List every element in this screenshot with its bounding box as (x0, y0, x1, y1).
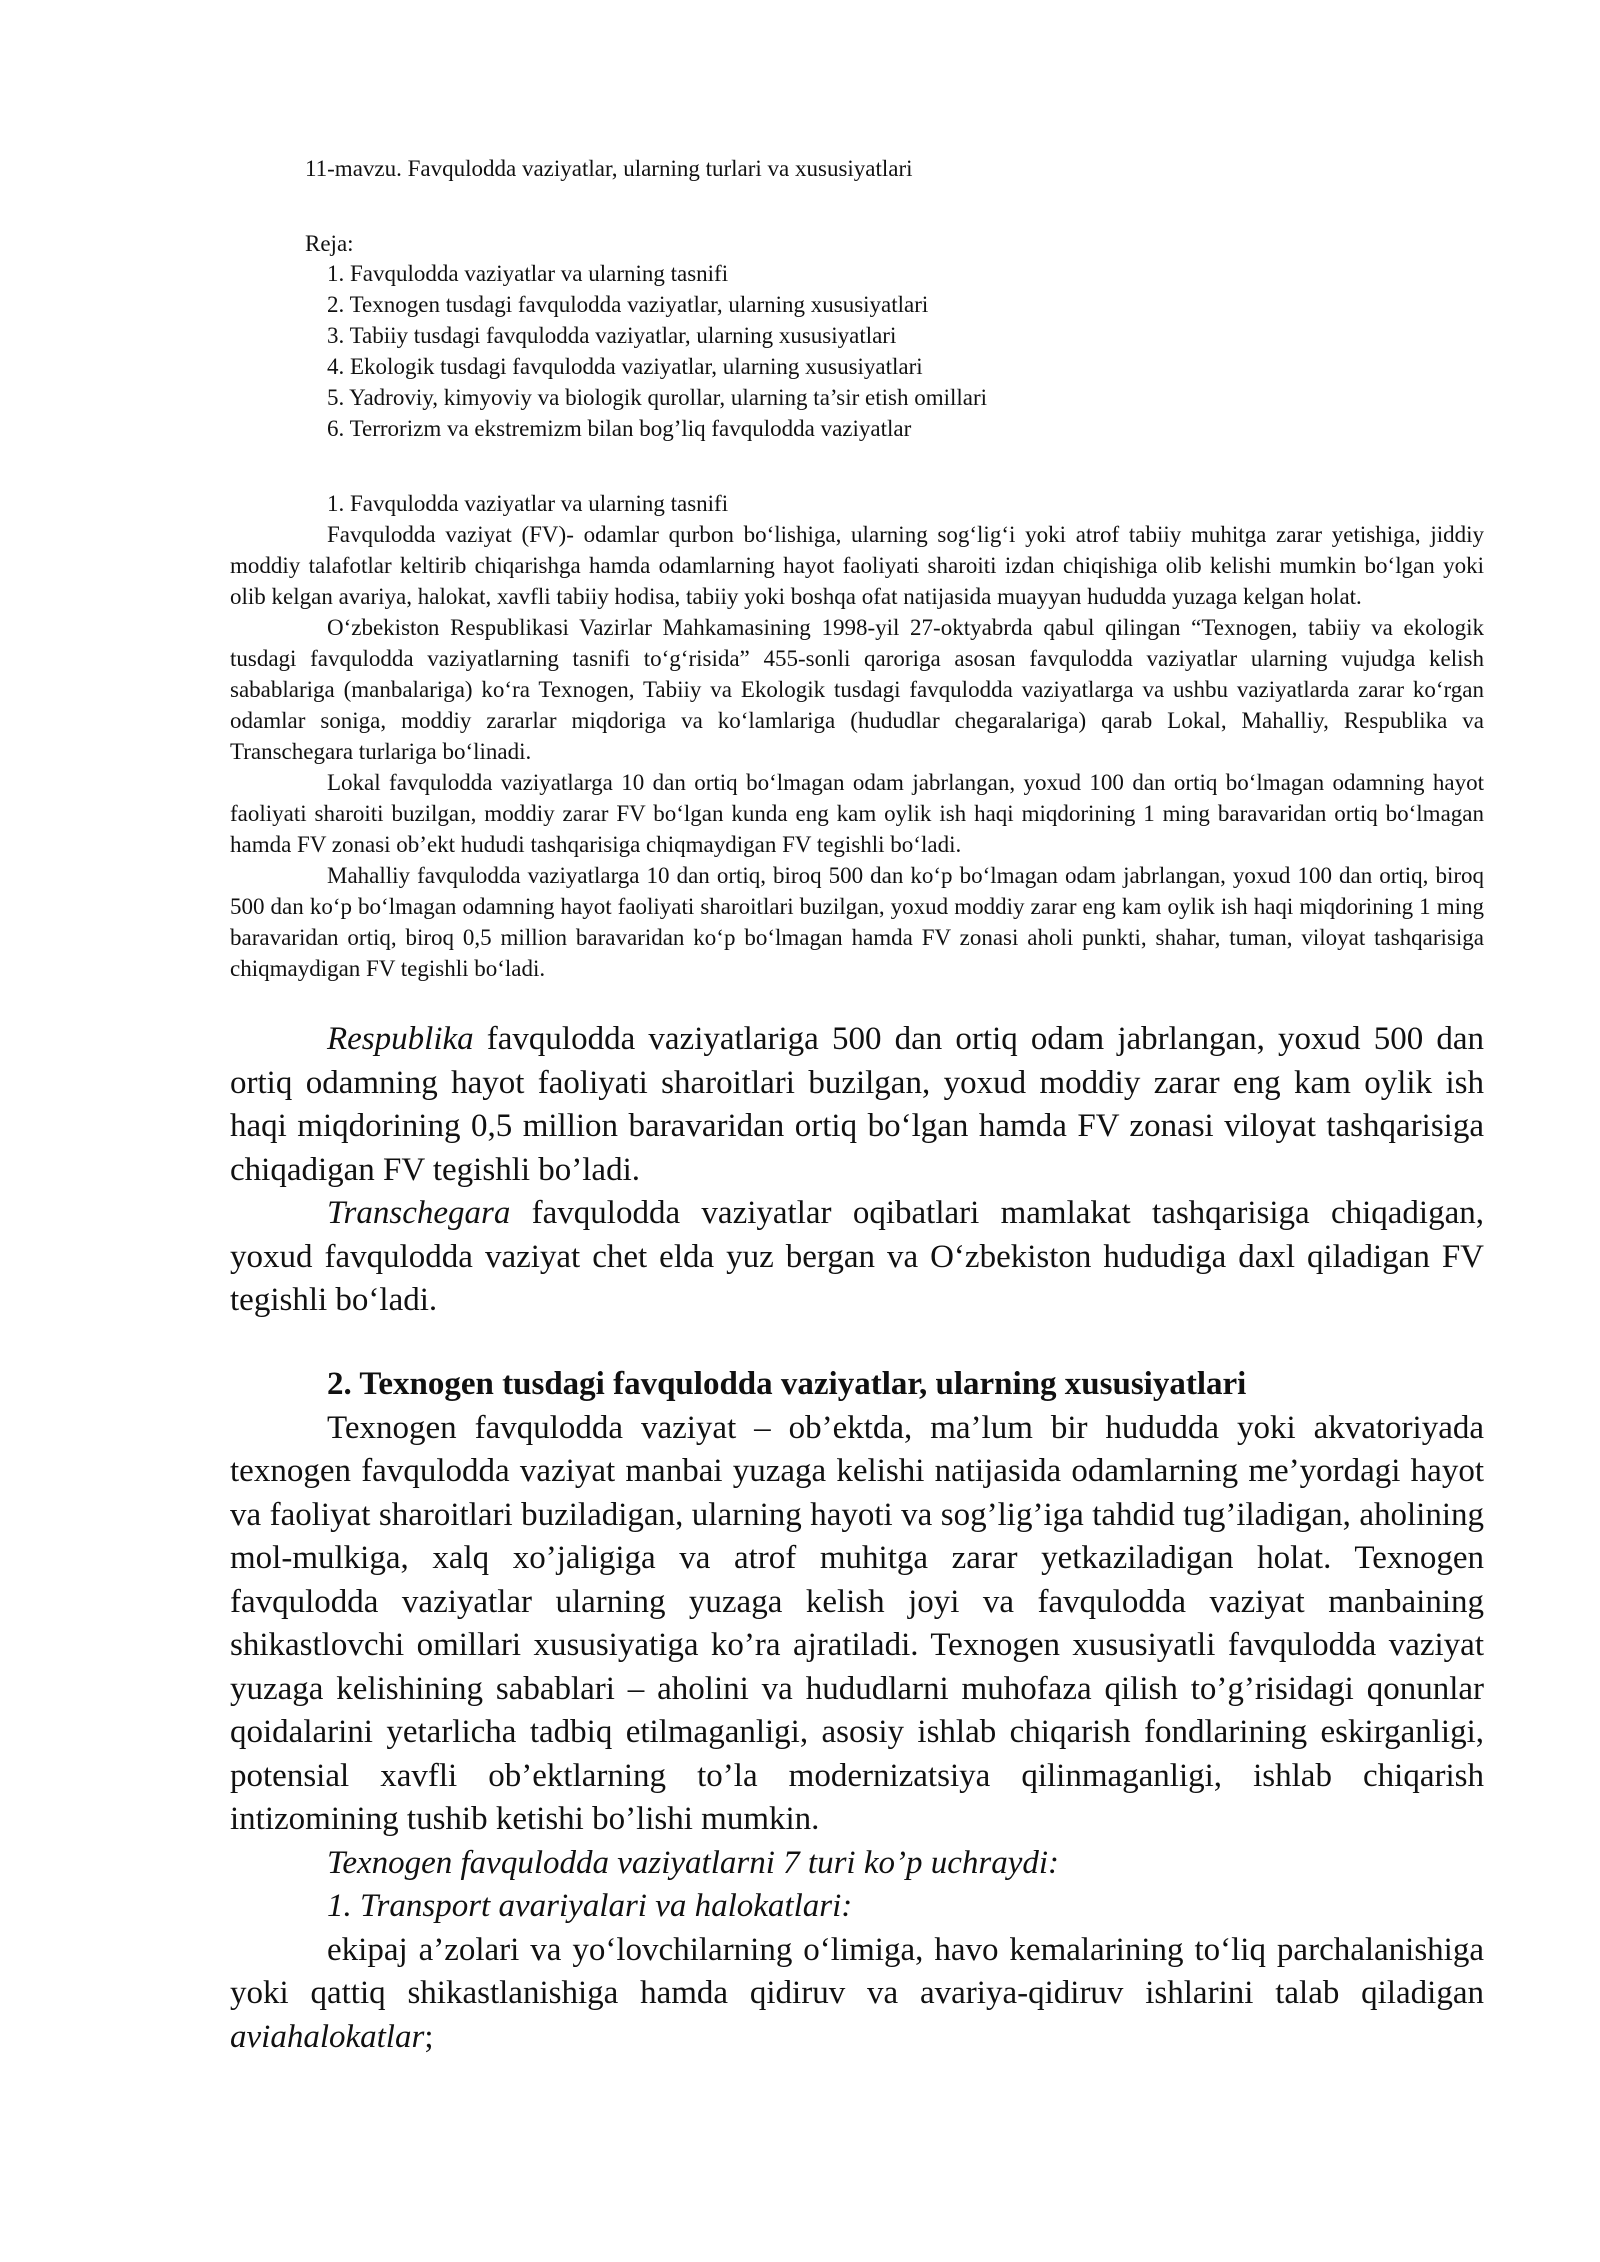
plan-item: 4. Ekologik tusdagi favqulodda vaziyatlar, ularning xususiyatlari (327, 354, 923, 379)
paragraph (230, 860, 1484, 984)
paragraph-text: Lokal favqulodda vaziyatlarga 10 dan ortiq bo‘lmagan odam jabrlangan, yoxud 100 dan ortiq bo‘lmagan odamning hayot faoliyati sharoiti buzilgan, moddiy zarar FV bo‘lgan kunda eng kam oylik ish haqi miqdorining 1 ming baravaridan ortiq bo‘lmagan hamda FV zonasi ob’ekt hududi tashqarisiga chiqmaydigan FV tegishli bo‘ladi. (230, 770, 1484, 857)
plan-list (327, 258, 987, 444)
paragraph-text: Mahalliy favqulodda vaziyatlarga 10 dan ortiq, biroq 500 dan ko‘p bo‘lmagan odam jabrlangan, yoxud 100 dan ortiq, biroq 500 dan ko‘p bo‘lmagan odamning hayot faoliyati sharoitlari buzilgan, yoxud moddiy zarar eng kam oylik ish haqi miqdorining 1 ming baravaridan ortiq, biroq 0,5 million baravaridan ko‘p bo‘lmagan hamda FV zonasi aholi punkti, shahar, tuman, viloyat tashqarisiga chiqmaydigan FV tegishli bo‘ladi. (230, 863, 1484, 981)
paragraph-text: Texnogen favqulodda vaziyat – ob’ektda, ma’lum bir hududda yoki akvatoriyada texnogen favqulodda vaziyat manbai yuzaga kelishi natijasida odamlarning me’yordagi hayot va faoliyat sharoitlari buziladigan, ularning hayoti va sog’lig’iga tahdid tug’iladigan, aholining mol-mulkiga, xalq xo’jaligiga va atrof muhitga zarar yetkaziladigan holat. Texnogen favqulodda vaziyatlar ularning yuzaga kelish joyi va favqulodda vaziyat manbaining shikastlovchi omillari xususiyatiga ko’ra ajratiladi. Texnogen xususiyatli favqulodda vaziyat yuzaga kelishining sabablari – aholini va hududlarni muhofaza qilish to’g’risidagi qonunlar qoidalarini yetarlicha tadbiq etilmaganligi, asosiy ishlab chiqarish fondlarining eskirganligi, potensial xavfli ob’ektlarning to’la modernizatsiya qilinmaganligi, ishlab chiqarish intizomining tushib ketishi bo’lishi mumkin. (230, 1409, 1484, 1837)
plan-item: 5. Yadroviy, kimyoviy va biologik qurollar, ularning ta’sir etish omillari (327, 385, 988, 410)
section1-large-text (230, 1018, 1484, 1323)
term-aviahalokatlar: aviahalokatlar (230, 2018, 425, 2055)
type1-title: 1. Transport avariyalari va halokatlari: (327, 1888, 853, 1924)
paragraph (230, 1929, 1484, 2060)
types-intro: Texnogen favqulodda vaziyatlarni 7 turi ko’p uchraydi: (327, 1844, 1060, 1881)
paragraph-text: ekipaj a’zolari va yo‘lovchilarning o‘limiga, havo kemalarining to‘liq parchalanishiga yoki qattiq shikastlanishiga hamda qidiruv va avariya-qidiruv ishlarini talab qiladigan (230, 1931, 1484, 2011)
plan-item: 3. Tabiiy tusdagi favqulodda vaziyatlar, ularning xususiyatlari (327, 323, 897, 348)
term-respublika: Respublika (327, 1021, 474, 1057)
plan-item: 1. Favqulodda vaziyatlar va ularning tasnifi (327, 261, 729, 286)
paragraph (230, 767, 1484, 860)
section1-small-text (230, 488, 1484, 984)
paragraph (230, 1407, 1484, 1842)
plan-item: 6. Terrorizm va ekstremizm bilan bog’liq favqulodda vaziyatlar (327, 416, 912, 441)
paragraph-text: Favqulodda vaziyat (FV)- odamlar qurbon bo‘lishiga, ularning sog‘lig‘i yoki atrof tabiiy muhitga zarar yetishiga, jiddiy moddiy talafotlar keltirib chiqarishga hamda odamlarning hayot faoliyati sharoiti izdan chiqishiga olib kelishi mumkin bo‘lgan yoki olib kelgan avariya, halokat, xavfli tabiiy hodisa, tabiiy yoki boshqa ofat natijasida muayyan hududda yuzaga kelgan holat. (230, 522, 1484, 609)
paragraph (230, 1018, 1484, 1192)
plan-label: Reja: (305, 231, 354, 256)
section1-heading: 1. Favqulodda vaziyatlar va ularning tasnifi (327, 491, 729, 516)
topic-title: 11-mavzu. Favqulodda vaziyatlar, ularning turlari va xususiyatlari (305, 156, 913, 181)
section2-heading: 2. Texnogen tusdagi favqulodda vaziyatlar, ularning xususiyatlari (327, 1366, 1247, 1402)
paragraph-text: favqulodda vaziyatlar oqibatlari mamlakat tashqarisiga chiqadigan, yoxud favqulodda vaziyat chet elda yuz bergan va O‘zbekiston hududiga daxl qiladigan FV tegishli bo‘ladi. (230, 1195, 1484, 1318)
term-transchegara: Transchegara (327, 1195, 511, 1231)
paragraph-text: favqulodda vaziyatlariga 500 dan ortiq odam jabrlangan, yoxud 500 dan ortiq odamning hayot faoliyati sharoitlari buzilgan, yoxud moddiy zarar eng kam oylik ish haqi miqdorining 0,5 million baravaridan ortiq bo‘lgan hamda FV zonasi viloyat tashqarisiga chiqadigan FV tegishli bo’ladi. (230, 1021, 1484, 1188)
section2 (230, 1363, 1484, 2059)
paragraph (230, 1192, 1484, 1323)
paragraph-text: O‘zbekiston Respublikasi Vazirlar Mahkamasining 1998-yil 27-oktyabrda qabul qilingan “Texnogen, tabiiy va ekologik tusdagi favqulodda vaziyatlarning tasnifi to‘g‘risida” 455-sonli qaroriga asosan favqulodda vaziyatlar ularning vujudga kelish sabablariga (manbalariga) ko‘ra Texnogen, Tabiiy va Ekologik tusdagi favqulodda vaziyatlarga va ushbu vaziyatlarda zarar ko‘rgan odamlar soniga, moddiy zararlar miqdoriga va ko‘lamlariga (hududlar chegaralariga) qarab Lokal, Mahalliy, Respublika va Transchegara turlariga bo‘linadi. (230, 615, 1484, 764)
paragraph (230, 519, 1484, 612)
paragraph-end: ; (424, 2018, 434, 2055)
paragraph (230, 612, 1484, 767)
plan-item: 2. Texnogen tusdagi favqulodda vaziyatlar, ularning xususiyatlari (327, 292, 929, 317)
